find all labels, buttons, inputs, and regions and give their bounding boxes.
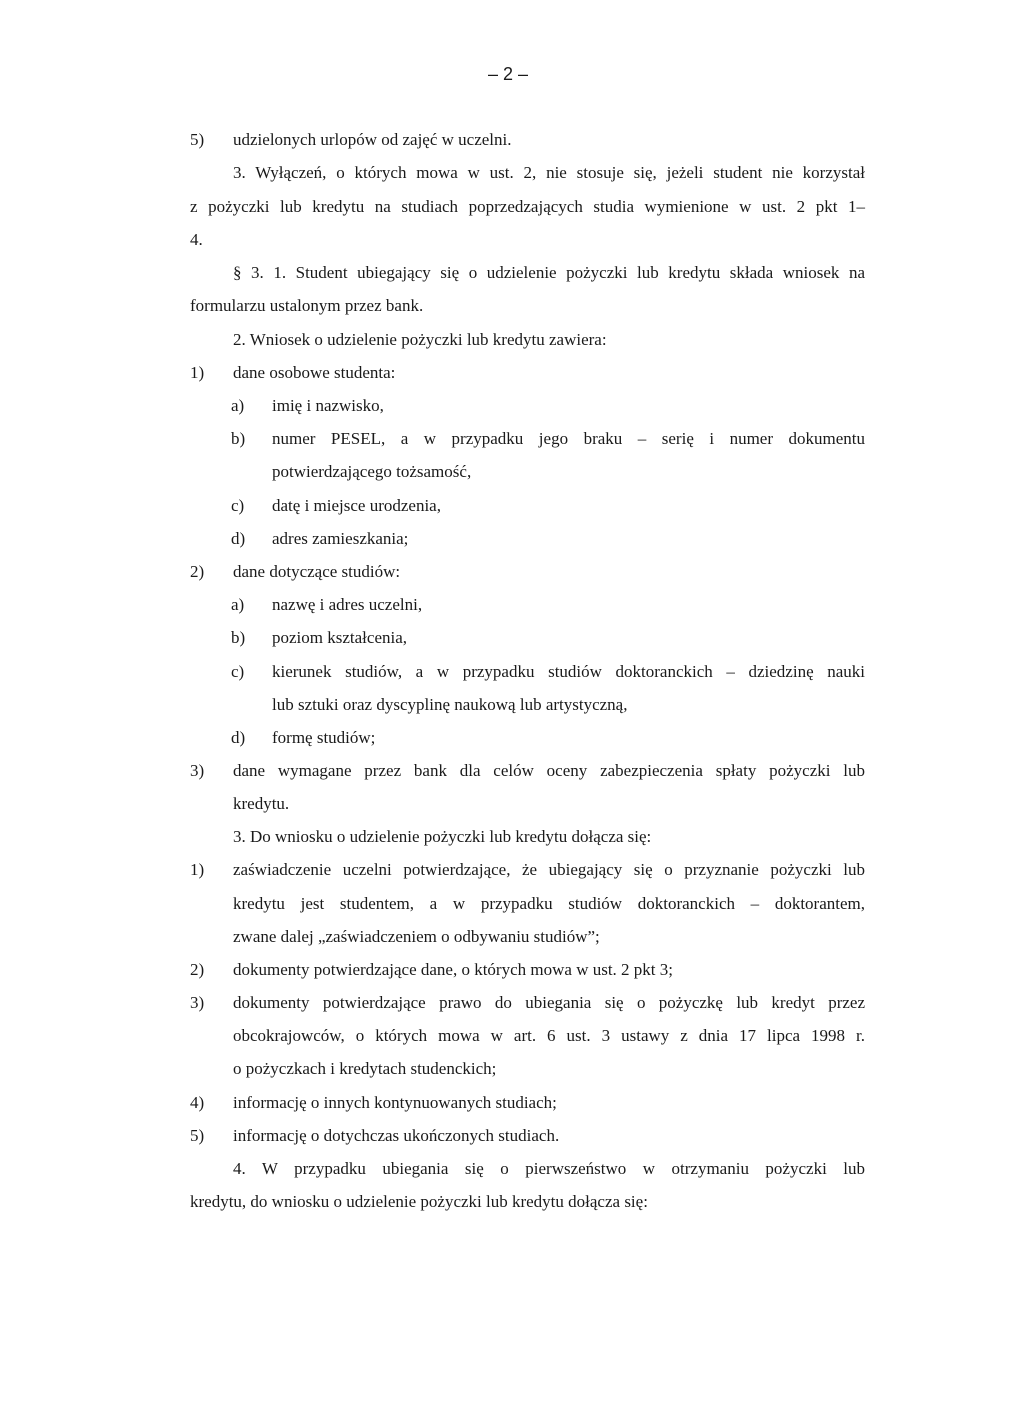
list-item-text: dokumenty potwierdzające dane, o których mowa w ust. 2 pkt 3; — [233, 960, 673, 979]
list-item-text: dane wymagane przez bank dla celów oceny zabezpieczenia spłaty pożyczki lub — [233, 761, 865, 780]
sublist-item-letter: d) — [231, 529, 246, 548]
list-item-number: 5) — [190, 130, 205, 149]
paragraph-line: 2. Wniosek o udzielenie pożyczki lub kredytu zawiera: — [233, 330, 607, 349]
paragraph-line: 3. Do wniosku o udzielenie pożyczki lub kredytu dołącza się: — [233, 827, 652, 846]
list-item-text: zwane dalej „zaświadczeniem o odbywaniu studiów”; — [233, 927, 600, 946]
list-item-text: kredytu. — [233, 794, 290, 813]
list-item-number: 3) — [190, 761, 205, 780]
list-item-text: dane osobowe studenta: — [233, 363, 396, 382]
sublist-item-letter: a) — [231, 595, 245, 614]
list-item-number: 5) — [190, 1126, 205, 1145]
list-item-text: zaświadczenie uczelni potwierdzające, że ubiegający się o przyznanie pożyczki lub — [233, 860, 865, 879]
sublist-item-text: nazwę i adres uczelni, — [272, 595, 423, 614]
list-item-text: dokumenty potwierdzające prawo do ubiegania się o pożyczkę lub kredyt przez — [233, 993, 865, 1012]
sublist-item-letter: a) — [231, 396, 245, 415]
sublist-item-text: formę studiów; — [272, 728, 376, 747]
list-item-text: obcokrajowców, o których mowa w art. 6 ust. 3 ustawy z dnia 17 lipca 1998 r. — [233, 1026, 865, 1045]
list-item-number: 2) — [190, 562, 205, 581]
sublist-item-text: lub sztuki oraz dyscyplinę naukową lub artystyczną, — [272, 695, 628, 714]
paragraph-line: 3. Wyłączeń, o których mowa w ust. 2, nie stosuje się, jeżeli student nie korzystał — [233, 163, 865, 182]
sublist-item-letter: b) — [231, 628, 246, 647]
list-item-text: o pożyczkach i kredytach studenckich; — [233, 1059, 497, 1078]
sublist-item-letter: b) — [231, 429, 246, 448]
list-item-number: 1) — [190, 860, 205, 879]
list-item-text: dane dotyczące studiów: — [233, 562, 401, 581]
paragraph-line: kredytu, do wniosku o udzielenie pożyczki lub kredytu dołącza się: — [190, 1192, 648, 1211]
list-item-number: 1) — [190, 363, 205, 382]
sublist-item-text: potwierdzającego tożsamość, — [272, 462, 472, 481]
section-heading-line: § 3. 1. Student ubiegający się o udzielenie pożyczki lub kredytu składa wniosek na — [233, 263, 865, 282]
sublist-item-letter: c) — [231, 662, 245, 681]
list-item-number: 2) — [190, 960, 205, 979]
list-item-text: udzielonych urlopów od zajęć w uczelni. — [233, 130, 512, 149]
paragraph-line: formularzu ustalonym przez bank. — [190, 296, 424, 315]
sublist-item-letter: d) — [231, 728, 246, 747]
sublist-item-text: kierunek studiów, a w przypadku studiów doktoranckich – dziedzinę nauki — [272, 662, 865, 681]
sublist-item-text: imię i nazwisko, — [272, 396, 384, 415]
sublist-item-text: datę i miejsce urodzenia, — [272, 496, 441, 515]
paragraph-line: 4. W przypadku ubiegania się o pierwszeństwo w otrzymaniu pożyczki lub — [233, 1159, 865, 1178]
paragraph-line: 4. — [190, 230, 203, 249]
paragraph-line: z pożyczki lub kredytu na studiach poprzedzających studia wymienione w ust. 2 pkt 1– — [190, 197, 865, 216]
list-item-text: informację o innych kontynuowanych studiach; — [233, 1093, 557, 1112]
sublist-item-text: numer PESEL, a w przypadku jego braku – serię i numer dokumentu — [272, 429, 865, 448]
list-item-number: 3) — [190, 993, 205, 1012]
page-number: – 2 – — [488, 64, 529, 84]
list-item-text: informację o dotychczas ukończonych studiach. — [233, 1126, 560, 1145]
list-item-text: kredytu jest studentem, a w przypadku studiów doktoranckich – doktorantem, — [233, 894, 865, 913]
sublist-item-text: poziom kształcenia, — [272, 628, 408, 647]
list-item-number: 4) — [190, 1093, 205, 1112]
sublist-item-text: adres zamieszkania; — [272, 529, 409, 548]
sublist-item-letter: c) — [231, 496, 245, 515]
